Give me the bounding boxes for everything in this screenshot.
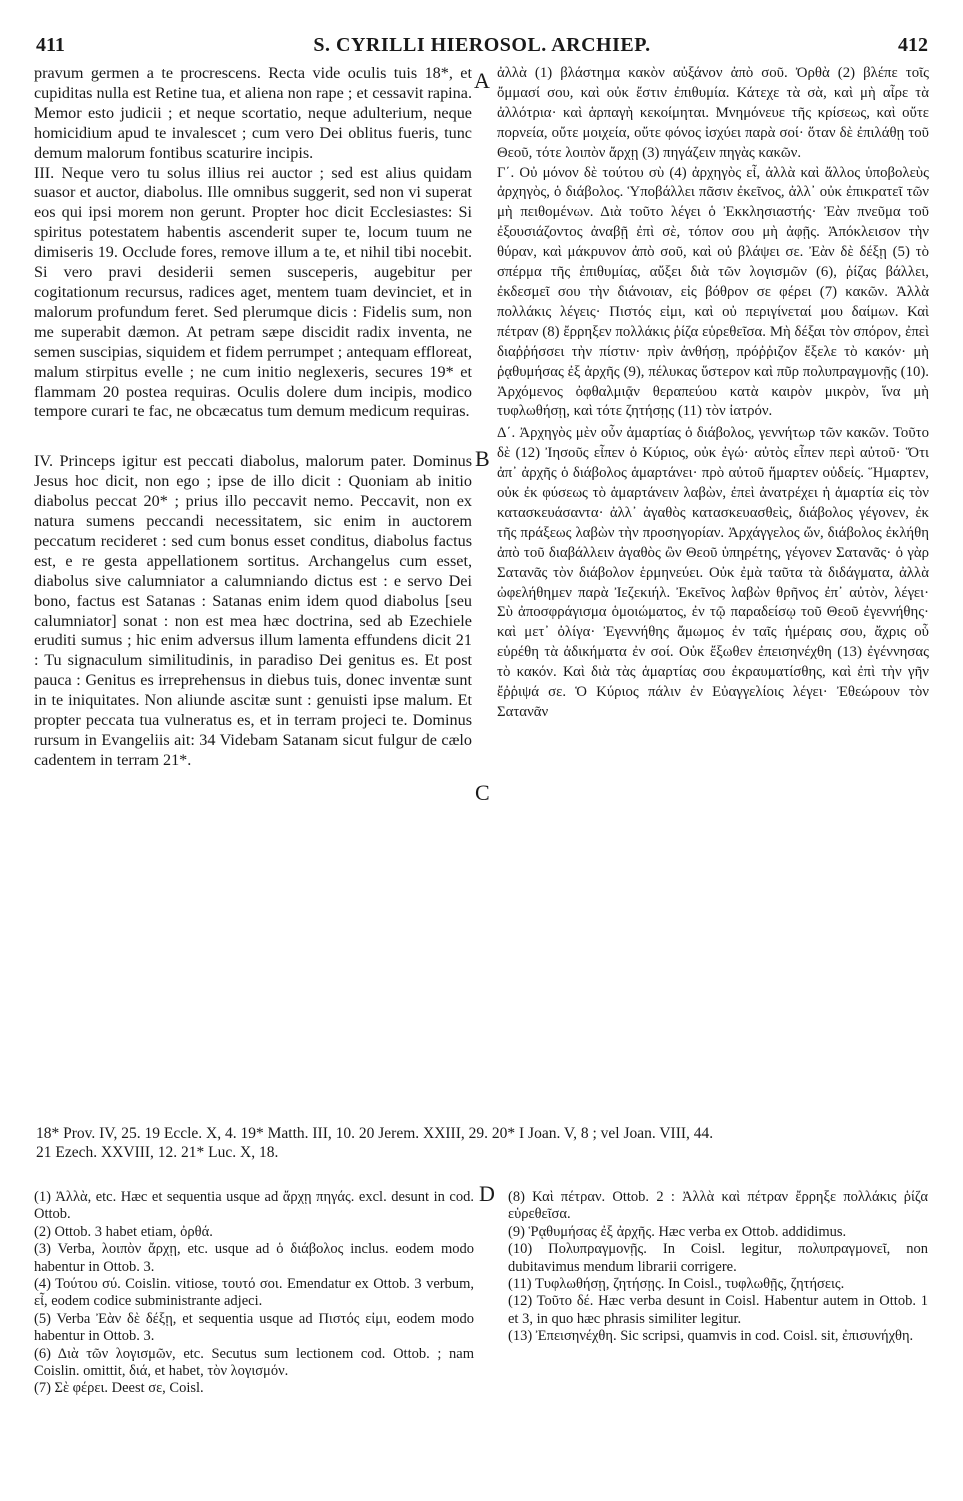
footnote: (4) Τούτου σύ. Coislin. vitiose, τουτό σοι. Emendatur ex Ottob. 3 verbum, εἶ, eodem codice subministrante adjeci.: [34, 1276, 474, 1310]
latin-paragraph-1: pravum germen a te procrescens. Recta vide oculis tuis 18*, et cupiditas nulla est Retine tua, et aliena non rape ; et cessavit rapina. Memor esto judicii ; et neque scortatio, neque adulterium, neque homicidium apud te invalescet ; cum vero Dei oblitus fueris, tunc demum malorum fontibus scaturire incipis.: [34, 64, 472, 162]
greek-paragraph-1: ἀλλὰ (1) βλάστημα κακὸν αὐξάνον ἀπὸ σοῦ. Ὀρθὰ (2) βλέπε τοῖς ὄμμασί σου, καὶ οὐκ ἔστιν ἐπιθυμία. Κάτεχε τὰ σὰ, καὶ μὴ αἶρε τὰ ἀλλότρια· καὶ ἁρπαγὴ κεκοίμηται. Μνημόνευε τῆς κρίσεως, καὶ οὔτε πορνεία, οὔτε μοιχεία, οὔτε φόνος ἰσχύει παρὰ σοί· ὅταν δὲ ἐπιλάθῃ τοῦ Θεοῦ, τότε λοιπὸν ἄρχῃ (3) πηγάζειν πηγὰς κακῶν.: [497, 65, 929, 161]
margin-marker-b: B: [475, 446, 490, 471]
page-header: [36, 34, 928, 58]
running-title: S. CYRILLI HIEROSOL. ARCHIEP.: [313, 34, 651, 56]
footnotes-left: [34, 1189, 474, 1398]
footnote: (11) Τυφλωθήσῃ, ζητήσῃς. In Coisl., τυφλωθῇς, ζητήσεις.: [508, 1276, 845, 1293]
reference-line-2: 21 Ezech. XXVIII, 12. 21* Luc. X, 18.: [36, 1144, 279, 1161]
footnote: (10) Πολυπραγμονῇς. In Coisl. legitur, πολυπραγμονεῖ, non dubitavimus mendum librarii corrigere.: [508, 1241, 928, 1275]
margin-marker-d: D: [479, 1181, 495, 1206]
greek-paragraph-2: Γ΄. Οὐ μόνον δὲ τούτου σὺ (4) ἀρχηγὸς εἶ, ἀλλὰ καὶ ἄλλος ὑποβολεὺς ἀρχηγὸς, ὁ διάβολος. Ὑποβάλλει πᾶσιν ἐκεῖνος, ἀλλ᾽ οὐκ ἐπικρατεῖ τῶν μὴ πειθομένων. Διὰ τοῦτο λέγει ὁ Ἐκκλησιαστής· Ἐὰν πνεῦμα τοῦ ἐξουσιάζοντος ἀναβῇ ἐπὶ σὲ, τόπον σου μὴ ἀφῇς. Ἀπόκλεισον τὴν θύραν, καὶ μάκρυνον ἀπὸ σοῦ, καὶ οὐ βλάψει σε. Ἐὰν δὲ δέξῃ (5) τὸ σπέρμα τῆς ἐπιθυμίας, αὔξει διὰ τῶν λογισμῶν (6), ῥίζας βάλλει, ἐκδεσμεῖ σου τὴν διάνοιαν, εἰς βόθρον σε φέρει (7) κακῶν. Ἀλλὰ πολλάκις λέγεις· Πιστός εἰμι, καὶ οὐ περιγίνεταί μου δαίμων. Καὶ πέτραν (8) ἔρρηξεν πολλάκις ῥίζα εὑρεθεῖσα. Μὴ δέξαι τὸν σπόρον, ἐπεὶ διαῤῥήσσει τὴν πίστιν· πρὶν ἀνθήσῃ, πρόῤῥιζον ἔξελε τὸ κακόν· μὴ ῥᾳθυμήσας ἐξ ἀρχῆς (9), πέλυκας ὕστερον καὶ πῦρ πολυπραγμονῇς (10). Ἀρχόμενος ὀφθαλμιᾷν θεραπεύου κατὰ καιρὸν μικρὸν, ἵνα μὴ τυφλωθήσῃ, καὶ τότε ζητήσῃς (11) τὸν ἰατρόν.: [497, 164, 929, 420]
margin-marker-a: A: [474, 68, 490, 93]
footnote: (9) Ῥᾳθυμήσας ἐξ ἀρχῆς. Hæc verba ex Ottob. addidimus.: [508, 1223, 847, 1240]
footnote: (7) Σὲ φέρει. Deest σε, Coisl.: [34, 1380, 204, 1397]
greek-paragraph-3: Δ΄. Ἀρχηγὸς μὲν οὖν ἁμαρτίας ὁ διάβολος, γεννήτωρ τῶν κακῶν. Τοῦτο δὲ (12) Ἰησοῦς εἶπεν ὁ Κύριος, οὐκ ἐγώ· αὐτὸς εἶπεν περὶ αὐτοῦ· Ὅτι ἀπ᾽ ἀρχῆς ὁ διάβολος ἁμαρτάνει· πρὸ αὐτοῦ ἥμαρτεν οὐδείς. Ἥμαρτεν, οὐκ ἐκ φύσεως τὸ ἁμαρτάνειν λαβὼν, ἐπεὶ ἀνατρέχει ἡ ἁμαρτία εἰς τὸν κατασκευάσαντα· ἀλλ᾽ ἀγαθὸς κατασκευασθεὶς, διάβολος γέγονεν, ἐκ τῆς πράξεως λαβὼν τὴν προσηγορίαν. Ἀρχάγγελος ὤν, διάβολος ἐκλήθη ἀπὸ τοῦ διαβάλλειν ἀγαθὸς ὢν Θεοῦ ὑπηρέτης, γέγονεν Σατανᾶς· ὁ γὰρ Σατανᾶς τὸν διάβολον ἑρμηνεύει. Οὐκ ἐμὰ ταῦτα τὰ διδάγματα, ἀλλὰ ὠφελήθημεν παρὰ Ἰεζεκιήλ. Ἐκεῖνος λαβὼν θρῆνος ἐπ᾽ αὐτὸν, λέγει· Σὺ ἀποσφράγισμα ὁμοιώματος, ἐν τῷ παραδείσῳ τοῦ Θεοῦ ἐγεννήθης· καὶ μετ᾽ ὀλίγα· Ἐγεννήθης ἄμωμος ἐν ταῖς ἡμέραις σου, ἄχρις οὗ εὑρέθη τὰ ἀδικήματα ἐν σοί. Οὐκ ἔξωθεν ἐπεισηνέχθη (13) ἐγέννησας τὸ κακόν. Καὶ διὰ τὰς ἁμαρτίας σου ἐκραυματίσθης, καὶ ἐπὶ τὴν γῆν ἔῤῥιψά σε. Ὁ Κύριος πάλιν ἐν Εὐαγγελίοις λέγει· Ἐθεώρουν τὸν Σατανᾶν: [497, 425, 929, 720]
footnote: (12) Τοῦτο δέ. Hæc verba desunt in Coisl. Habentur autem in Ottob. 1 et 3, in quo hæc phrasis similiter legitur.: [508, 1293, 928, 1327]
latin-column: [34, 64, 472, 771]
reference-line-1: 18* Prov. IV, 25. 19 Eccle. X, 4. 19* Matth. III, 10. 20 Jerem. XXIII, 29. 20* I Joan. V, 8 ; vel Joan. VIII, 44.: [36, 1125, 714, 1142]
scripture-references: [36, 1124, 931, 1162]
latin-paragraph-3: IV. Princeps igitur est peccati diabolus, malorum pater. Dominus Jesus hoc dicit, non ego ; ipse de illo dicit : Quoniam ab initio diabolus peccat 20* ; prius illo peccavit nemo. Peccavit, non ex natura sumens peccandi necessitatem, sic enim in auctorem peccatum recideret : sed cum bonus esset conditus, diabolus factus est, e re gesta appellationem sortitus. Archangelus cum esset, diabolus sive calumniator a calumniando dictus est : e servo Dei bono, factus est Satanas : Satanas enim idem quod diabolus [seu calumniator] sonat : non est mea hæc doctrina, sed ab Ezechiele eruditi sumus ; hic enim adversus illum lamenta effundens dicit 21 : Tu signaculum similitudinis, in paradiso Dei genitus es. Et post pauca : Genitus es irreprehensus in diebus tuis, donec inventæ sunt in te iniquitates. Non aliunde ascitæ sunt : genuisti ipse malum. Et propter peccata tua vulneratus es, et in terram projeci te. Dominus rursum in Evangeliis ait: 34 Videbam Satanam sicut fulgur de cælo cadentem in terram 21*.: [34, 452, 472, 769]
footnote: (5) Verba Ἐὰν δὲ δέξῃ, et sequentia usque ad Πιστός εἰμι, eodem modo habentur in Ottob. 3.: [34, 1310, 474, 1345]
footnote: (1) Ἀλλὰ, etc. Hæc et sequentia usque ad ἄρχῃ πηγάς. excl. desunt in cod. Ottob.: [34, 1189, 474, 1223]
latin-paragraph-2: III. Neque vero tu solus illius rei auctor ; sed est alius quidam suasor et auctor, diabolus. Ille omnibus suggerit, sed non vi superat eos qui ipsi morem non gerunt. Propter hoc dicit Ecclesiastes: Si spiritus potestatem habentis ascenderit super te, locum tuum ne dimiseris 19. Occlude fores, remove illum a te, et nihil tibi nocebit. Si vero pravi desiderii semen susceperis, augebitur per cogitationum recursus, radices aget, mentem tuam devinciet, et in malorum profundum feret. Sed plerumque dicis : Fidelis sum, non me superabit dæmon. At petram sæpe discidit radix inventa, ne semen suscipias, siquidem et fidem perrumpet ; antequam effloreat, malum stirpitus evelle ; ne cum initio neglexeris, secures 19* et flammam 20 postea requiras. Oculis dolere dum incipis, modico tempore curari te fac, ne obcæcatus tum demum medicum requiras.: [34, 163, 472, 421]
footnote: (13) Ἐπεισηνέχθη. Sic scripsi, quamvis in cod. Coisl. sit, ἐπισυνήχθη.: [508, 1328, 914, 1345]
footnotes-right: [508, 1189, 928, 1346]
footnote: (2) Ottob. 3 habet etiam, ὀρθά.: [34, 1223, 213, 1240]
footnote: (8) Καὶ πέτραν. Ottob. 2 : Ἀλλὰ καὶ πέτραν ἔρρηξε πολλάκις ῥίζα εὑρεθεῖσα.: [508, 1189, 928, 1223]
margin-marker-c: C: [475, 780, 490, 805]
page-number-right: 412: [898, 34, 928, 56]
page-number-left: 411: [36, 34, 65, 56]
footnote: (3) Verba, λοιπὸν ἄρχῃ, etc. usque ad ὁ διάβολος inclus. eodem modo habentur in Ottob. 3.: [34, 1241, 474, 1275]
greek-column: [497, 64, 929, 723]
footnote: (6) Διὰ τῶν λογισμῶν, etc. Secutus sum lectionem cod. Ottob. ; nam Coislin. omittit, διά, et habet, τὸν λογισμόν.: [34, 1345, 474, 1380]
